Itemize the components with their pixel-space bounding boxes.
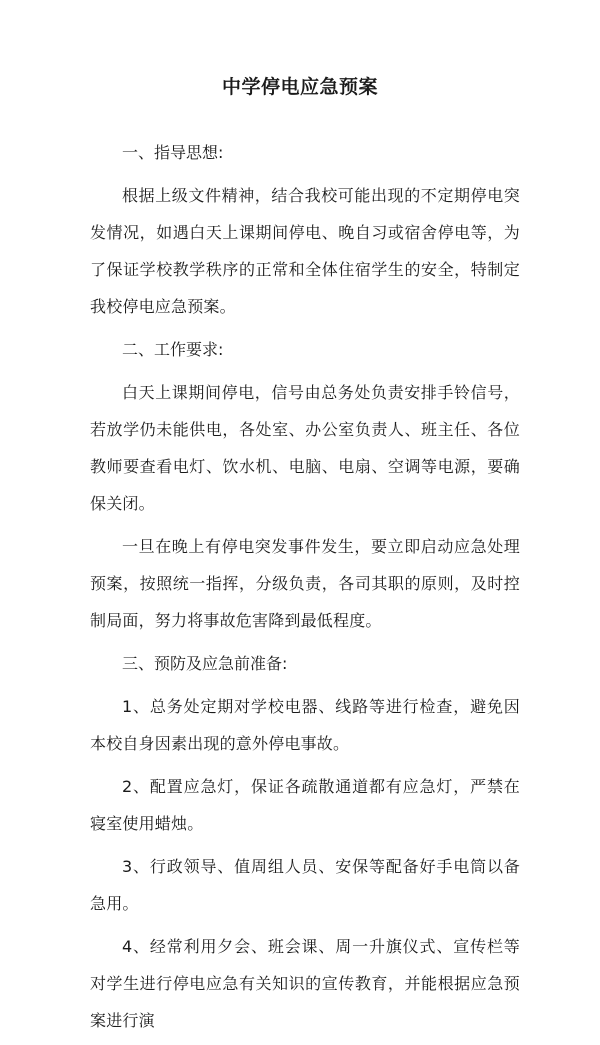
list-item-education: 4、经常利用夕会、班会课、周一升旗仪式、宣传栏等对学生进行停电应急有关知识的宣传教育，并能根据应急预案进行演 [90,937,520,1030]
section-heading-guiding-ideology: 一、指导思想: [122,143,224,162]
section-heading-work-requirements: 二、工作要求: [122,340,224,359]
list-item-flashlights: 3、行政领导、值周组人员、安保等配备好手电筒以备急用。 [90,857,520,913]
document-title: 中学停电应急预案 [221,76,378,98]
list-item-emergency-lights: 2、配置应急灯，保证各疏散通道都有应急灯，严禁在寝室使用蜡烛。 [90,777,520,833]
paragraph-night-outage: 一旦在晚上有停电突发事件发生，要立即启动应急处理预案，按照统一指挥，分级负责，各司其职的原则，及时控制局面，努力将事故危害降到最低程度。 [90,537,520,630]
paragraph-guiding-ideology: 根据上级文件精神，结合我校可能出现的不定期停电突发情况，如遇白天上课期间停电、晚自习或宿舍停电等，为了保证学校教学秩序的正常和全体住宿学生的安全，特制定我校停电应急预案。 [90,186,520,316]
section-heading-prevention: 三、预防及应急前准备: [122,654,288,673]
document-body [90,134,520,1045]
list-item-inspection: 1、总务处定期对学校电器、线路等进行检查，避免因本校自身因素出现的意外停电事故。 [90,697,520,753]
paragraph-daytime-outage: 白天上课期间停电，信号由总务处负责安排手铃信号，若放学仍未能供电，各处室、办公室负责人、班主任、各位教师要查看电灯、饮水机、电脑、电扇、空调等电源，要确保关闭。 [90,383,520,513]
